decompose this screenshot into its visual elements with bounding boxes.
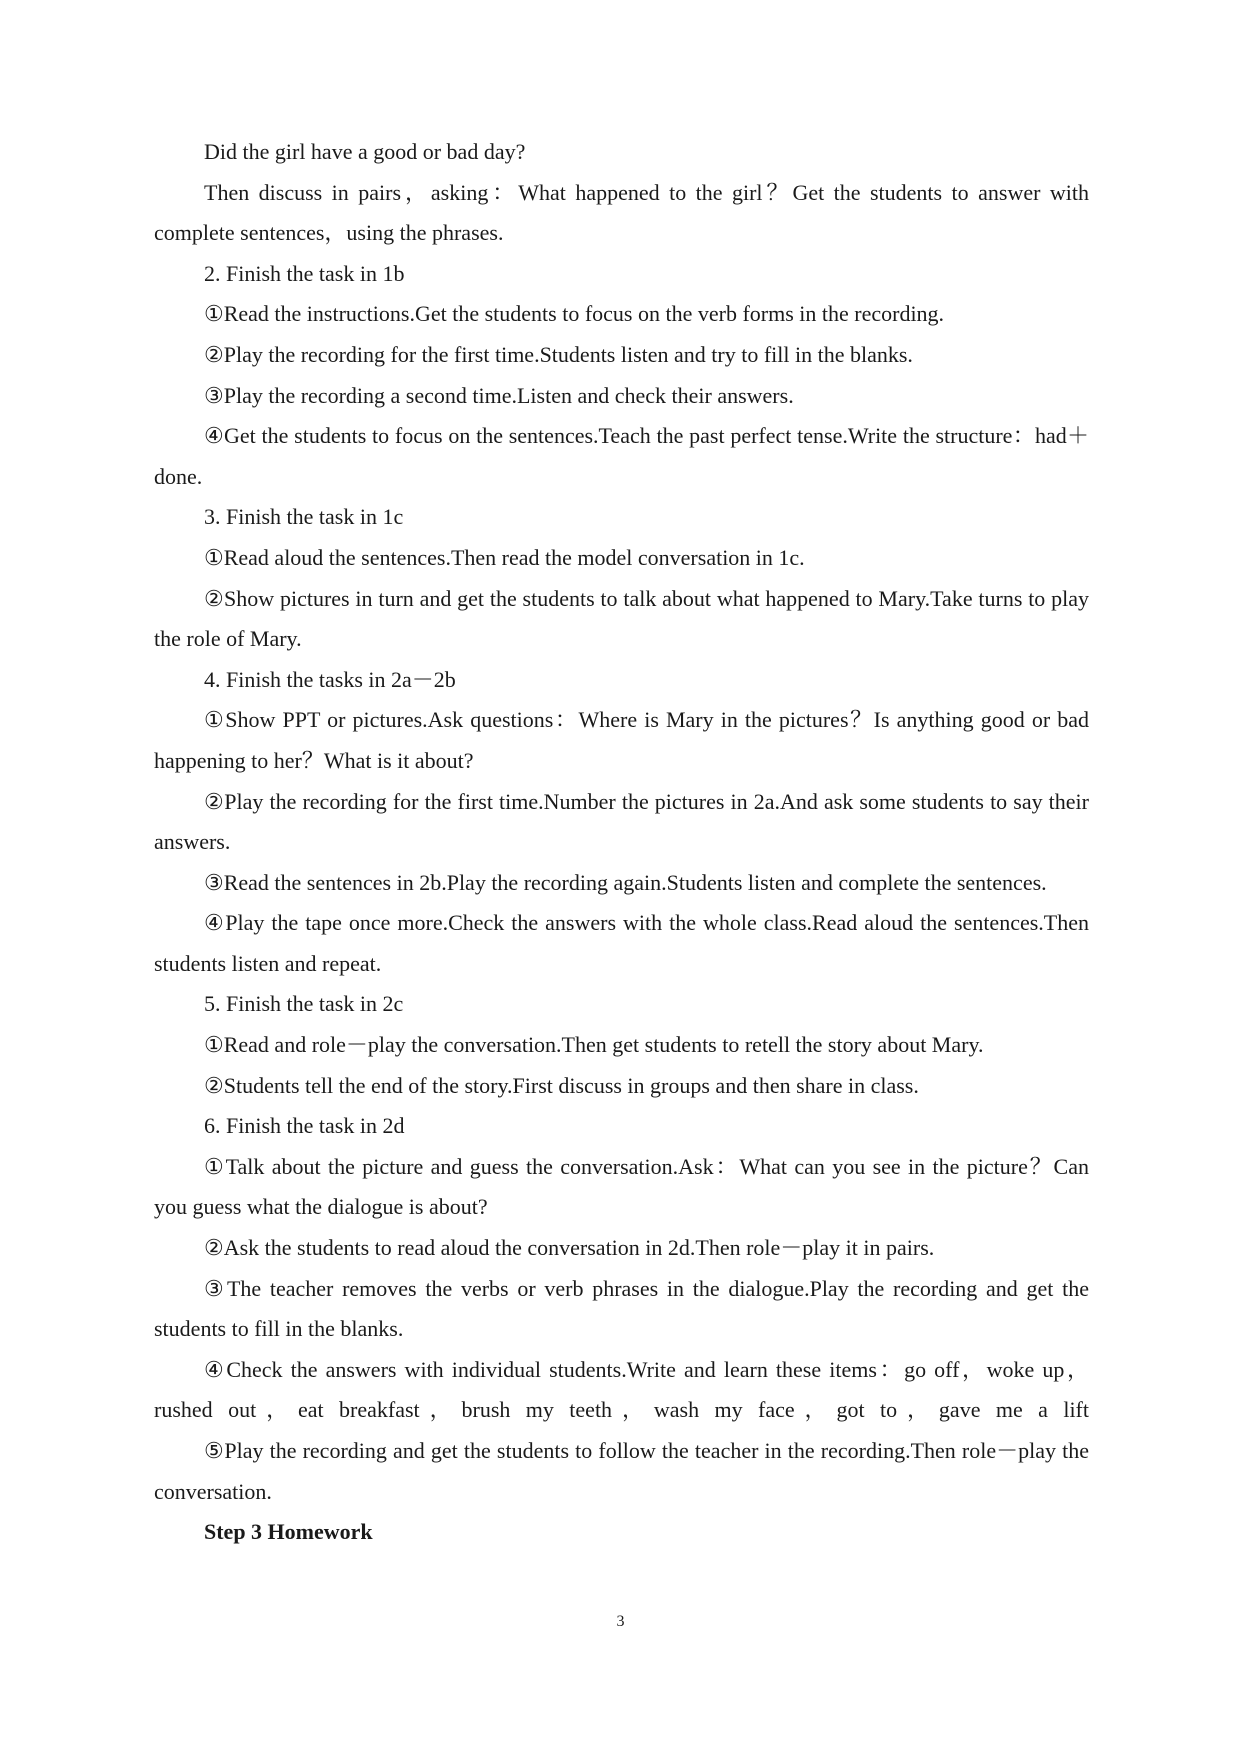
paragraph: ②Show pictures in turn and get the students to talk about what happened to Mary.Take turns to play the role of Mary. [154, 585, 1089, 652]
paragraph: ③Read the sentences in 2b.Play the recording again.Students listen and complete the sentences. [204, 869, 1047, 895]
paragraph: ①Read aloud the sentences.Then read the model conversation in 1c. [204, 544, 805, 570]
paragraph: 4. Finish the tasks in 2a－2b [204, 666, 456, 692]
paragraph: Did the girl have a good or bad day? [204, 139, 526, 164]
paragraph: ④Play the tape once more.Check the answers with the whole class.Read aloud the sentences.Then students listen and repeat. [154, 910, 1089, 976]
paragraph: ①Show PPT or pictures.Ask questions：Where is Mary in the pictures？Is anything good or bad happening to her？What is it about? [154, 707, 1089, 773]
paragraph: ②Play the recording for the first time.Number the pictures in 2a.And ask some students to say their answers. [154, 788, 1089, 855]
paragraph: ⑤Play the recording and get the students to follow the teacher in the recording.Then role－play the conversation. [154, 1438, 1089, 1504]
section-heading: Step 3 Homework [204, 1519, 373, 1545]
paragraph: ④Get the students to focus on the sentences.Teach the past perfect tense.Write the structure：had＋done. [154, 423, 1089, 489]
paragraph: ②Play the recording for the first time.Students listen and try to fill in the blanks. [204, 341, 913, 367]
paragraph: ①Read the instructions.Get the students to focus on the verb forms in the recording. [204, 301, 945, 327]
paragraph: Then discuss in pairs，asking：What happened to the girl？Get the students to answer with complete sentences，using the phrases. [154, 179, 1089, 246]
paragraph: ②Ask the students to read aloud the conversation in 2d.Then role－play it in pairs. [204, 1235, 935, 1261]
paragraph: 5. Finish the task in 2c [204, 991, 404, 1017]
paragraph: ③Play the recording a second time.Listen and check their answers. [204, 382, 794, 408]
document-body [154, 132, 1089, 1553]
paragraph: ③The teacher removes the verbs or verb phrases in the dialogue.Play the recording and get the students to fill in the blanks. [154, 1275, 1089, 1342]
paragraph: ①Talk about the picture and guess the conversation.Ask：What can you see in the picture？Can you guess what the dialogue is about? [154, 1153, 1089, 1220]
paragraph: 3. Finish the task in 1c [204, 504, 404, 530]
paragraph: 2. Finish the task in 1b [204, 260, 405, 286]
paragraph: ④Check the answers with individual students.Write and learn these items：go off，woke up，rushed out，eat breakfast，brush my teeth，wash my face，got to，gave me a lift [154, 1356, 1089, 1423]
paragraph: ②Students tell the end of the story.First discuss in groups and then share in class. [204, 1072, 919, 1098]
page-number: 3 [616, 1613, 625, 1630]
paragraph: 6. Finish the task in 2d [204, 1113, 405, 1139]
paragraph: ①Read and role－play the conversation.Then get students to retell the story about Mary. [204, 1032, 984, 1058]
